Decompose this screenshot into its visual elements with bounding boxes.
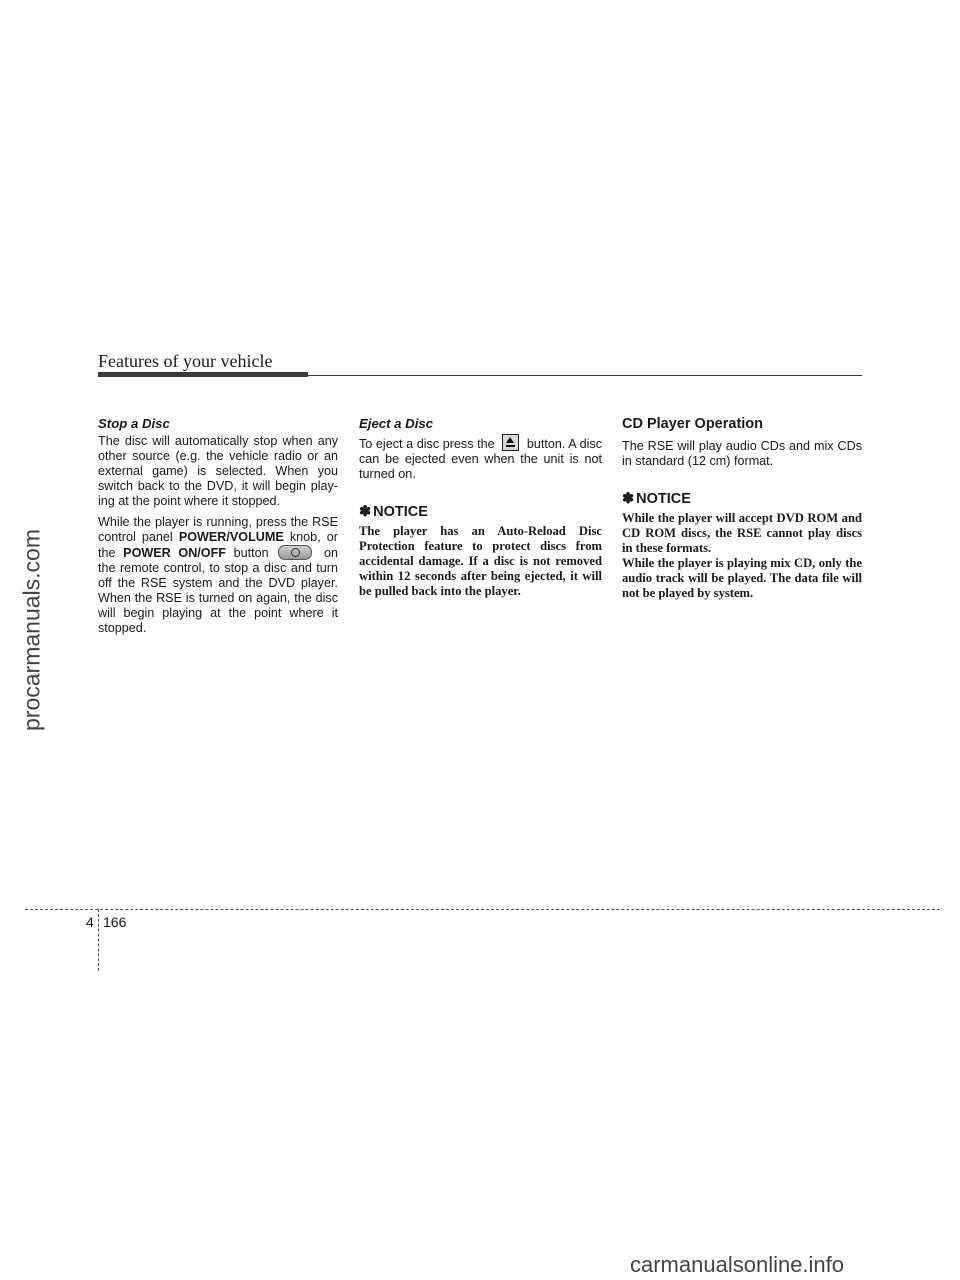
stop-disc-paragraph-1: The disc will automatically stop when any other source (e.g. the vehicle radio or an external game) is selected. When you switch back to the DVD, it will begin play-ing at the point where it stopped. (98, 434, 338, 508)
notice-star-icon: ✽ (622, 491, 635, 507)
eject-disc-heading: Eject a Disc (359, 416, 434, 431)
notice-body: The player has an Auto-Reload Disc Protection feature to protect discs from accidental damage. If a disc is not removed within 12 seconds after being ejected, it will be pulled back into the player. (359, 524, 602, 598)
power-volume-label: POWER/VOLUME (178, 530, 284, 544)
stop-disc-heading: Stop a Disc (98, 416, 170, 431)
cd-player-heading: CD Player Operation (622, 416, 764, 432)
notice-star-icon: ✽ (359, 504, 372, 520)
bottom-watermark: carmanualsonline.info (630, 1252, 845, 1277)
chapter-number: 4 (86, 914, 94, 930)
column-eject-disc (359, 416, 602, 599)
eject-icon (502, 434, 519, 451)
notice-heading: ✽ NOTICE (359, 504, 428, 520)
footer-divider (98, 909, 99, 971)
notice-body-1: While the player will accept DVD ROM and CD ROM discs, the RSE cannot play discs in these formats. (622, 511, 862, 555)
notice-body-2: While the player is playing mix CD, only the audio track will be played. The data file will not be played by system. (622, 556, 862, 600)
side-watermark: procarmanuals.com (18, 529, 45, 731)
footer-rule (25, 909, 940, 910)
column-cd-player (622, 416, 862, 601)
page-header-title: Features of your vehicle (98, 351, 273, 371)
page-number: 166 (103, 914, 127, 930)
cd-player-paragraph: The RSE will play audio CDs and mix CDs in standard (12 cm) format. (622, 439, 862, 468)
eject-disc-paragraph: To eject a disc press the button. A disc can be ejected even when the unit is not turned on. (359, 434, 602, 482)
power-button-icon (278, 545, 312, 560)
notice-heading: ✽ NOTICE (622, 491, 691, 507)
header-rule (98, 375, 862, 376)
stop-disc-paragraph-2: While the player is running, press the RSE control panel POWER/VOLUME knob, or the POWER ON/OFF button on the remote control, to stop a disc and turn off the RSE system and the DVD player. When the RSE is turned on again, the disc will begin playing at the point where it stopped. (98, 515, 338, 635)
column-stop-disc (98, 416, 338, 642)
power-onoff-label: POWER ON/OFF (123, 546, 226, 560)
